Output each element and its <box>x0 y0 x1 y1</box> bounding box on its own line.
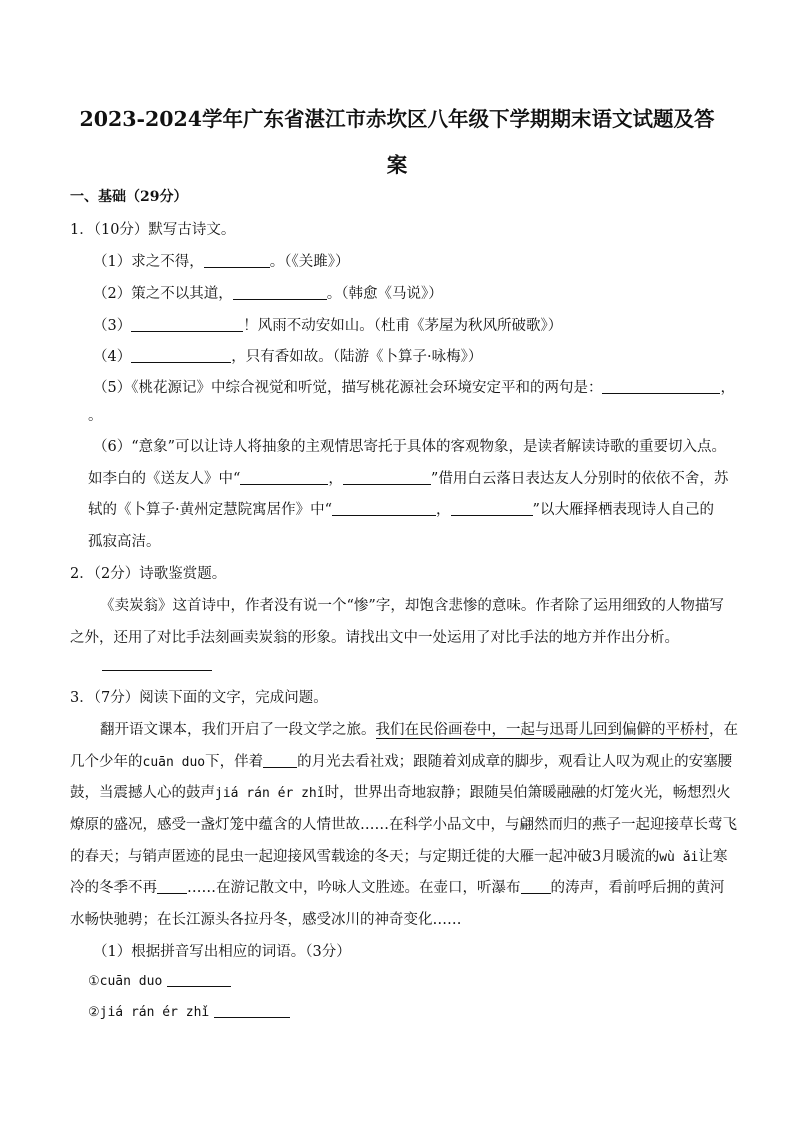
page-title: 2023-2024学年广东省湛江市赤坎区八年级下学期期末语文试题及答 <box>79 107 715 131</box>
q1-sub5-text: （5）《桃花源记》中综合视觉和听觉，描写桃花源社会环境安定平和的两句是： <box>93 380 603 396</box>
q3-para-line1 <box>100 718 738 739</box>
q3-stem: 3．（7分）阅读下面的文字，完成问题。 <box>70 690 328 706</box>
answer-blank[interactable] <box>131 317 243 332</box>
q1-sub2-label: （2）策之不以其道， <box>93 286 233 302</box>
answer-blank[interactable] <box>131 348 231 363</box>
answer-blank[interactable] <box>204 253 270 268</box>
answer-blank[interactable] <box>263 753 297 768</box>
q3-option-1 <box>88 972 231 989</box>
q1-sub5-comma: ， <box>720 380 735 396</box>
q3-option-2 <box>88 1003 290 1020</box>
q2-stem: 2．（2分）诗歌鉴赏题。 <box>70 566 227 582</box>
q3-text: 的春天；与销声匿迹的昆虫一起迎接风雪载途的冬天；与定期迁徙的大雁一起冲破3月暖流的 <box>70 849 660 865</box>
pinyin: wù ǎi <box>659 850 699 865</box>
q1-sub4-source: ，只有香如故。（陆游《卜算子·咏梅》） <box>231 349 483 365</box>
q3-text: 翻开语文课本，我们开启了一段文学之旅。 <box>100 722 376 738</box>
q1-stem: 1．（10分）默写古诗文。 <box>70 222 236 238</box>
q1-sub6-text: 如李白的《送友人》中“ <box>88 471 241 487</box>
q3-text: 的月光去看社戏；跟随着刘成章的脚步，观看让人叹为观止的安塞腰 <box>297 754 733 770</box>
answer-blank[interactable] <box>332 501 436 516</box>
pinyin: cuān duo <box>142 755 206 770</box>
q1-sub1-source: 。（《关雎》） <box>269 254 350 270</box>
answer-blank[interactable] <box>233 285 327 300</box>
q1-sub5-end: 。 <box>88 408 103 424</box>
q3-text: ，在 <box>709 722 738 738</box>
section-heading: 一、基础（29分） <box>70 189 188 205</box>
q3-text: 鼓，当震撼人心的鼓声 <box>70 785 215 801</box>
q1-sub6-line3 <box>88 498 714 519</box>
q1-sub2-source: 。（韩愈《马说》） <box>326 286 443 302</box>
answer-blank[interactable] <box>167 972 231 987</box>
q1-sub3 <box>93 314 562 335</box>
q3-para-line5 <box>70 845 727 866</box>
q1-sub3-source: ！风雨不动安如山。（杜甫《茅屋为秋风所破歌》） <box>243 318 563 334</box>
q3-para-line4: 燎原的盛况，感受一盏灯笼中蕴含的人情世故……在科学小品文中，与翩然而归的燕子一起迎接草长莺飞 <box>70 817 737 833</box>
q3-text: ……在游记散文中，吟咏人文胜迹。在壶口，听瀑布 <box>187 880 521 896</box>
q1-sub1-label: （1）求之不得， <box>93 254 204 270</box>
q3-text: 时，世界出奇地寂静；跟随吴伯箫暖融融的灯笼火光，畅想烈火 <box>324 785 731 801</box>
page-title-cont: 案 <box>386 153 408 177</box>
q3-text: 冷的冬季不再 <box>70 880 157 896</box>
q1-sub6-comma: ， <box>328 471 343 487</box>
q3-para-line6 <box>70 876 725 897</box>
q1-sub2 <box>93 282 443 303</box>
pinyin: ①cuān duo <box>88 974 163 989</box>
answer-blank[interactable] <box>602 379 720 394</box>
q3-text: 几个少年的 <box>70 754 143 770</box>
answer-blank[interactable] <box>343 470 431 485</box>
q1-sub6-text: 轼的《卜算子·黄州定慧院寓居作》中“ <box>88 502 333 518</box>
q1-sub6-comma: ， <box>436 502 451 518</box>
q1-sub6-text: ”借用白云落日表达友人分别时的依依不舍，苏 <box>430 471 729 487</box>
answer-blank[interactable] <box>157 879 187 894</box>
q1-sub4-label: （4） <box>93 349 132 365</box>
q2-line1: 《卖炭翁》这首诗中，作者没有说一个“惨”字，却饱含悲惨的意味。作者除了运用细致的人物描写 <box>100 598 724 614</box>
q3-text: 让寒 <box>698 849 728 865</box>
q1-sub6-line2 <box>88 467 728 488</box>
answer-blank[interactable] <box>214 1003 290 1018</box>
q3-para-line3 <box>70 781 731 802</box>
underlined-sentence: 我们在民俗画卷中，一起与迅哥儿回到偏僻的平桥村 <box>375 722 709 738</box>
q1-sub1 <box>93 250 349 271</box>
q1-sub4 <box>93 345 482 366</box>
answer-blank[interactable] <box>451 501 533 516</box>
q3-text: 的涛声，看前呼后拥的黄河 <box>550 880 725 896</box>
q3-sub1: （1）根据拼音写出相应的词语。（3分） <box>93 944 351 960</box>
q3-text: 下，伴着 <box>205 754 264 770</box>
answer-blank[interactable] <box>521 879 551 894</box>
pinyin: ②jiá rán ér zhǐ <box>88 1005 210 1020</box>
q1-sub6-line4: 孤寂高洁。 <box>88 534 161 550</box>
q1-sub5 <box>93 376 735 397</box>
pinyin: jiá rán ér zhǐ <box>215 786 325 801</box>
q1-sub6-line1: （6）“意象”可以让诗人将抽象的主观情思寄托于具体的客观物象，是读者解读诗歌的重要切入点。 <box>93 439 727 455</box>
q1-sub6-text: ”以大雁择栖表现诗人自己的 <box>532 502 714 518</box>
answer-blank[interactable] <box>102 656 212 671</box>
q2-line2: 之外，还用了对比手法刻画卖炭翁的形象。请找出文中一处运用了对比手法的地方并作出分析。 <box>70 630 679 646</box>
answer-blank[interactable] <box>240 470 328 485</box>
q3-para-line7: 水畅快驰骋；在长江源头各拉丹冬，感受冰川的神奇变化…… <box>70 912 462 928</box>
q1-sub3-label: （3） <box>93 318 132 334</box>
q3-para-line2 <box>70 750 732 771</box>
